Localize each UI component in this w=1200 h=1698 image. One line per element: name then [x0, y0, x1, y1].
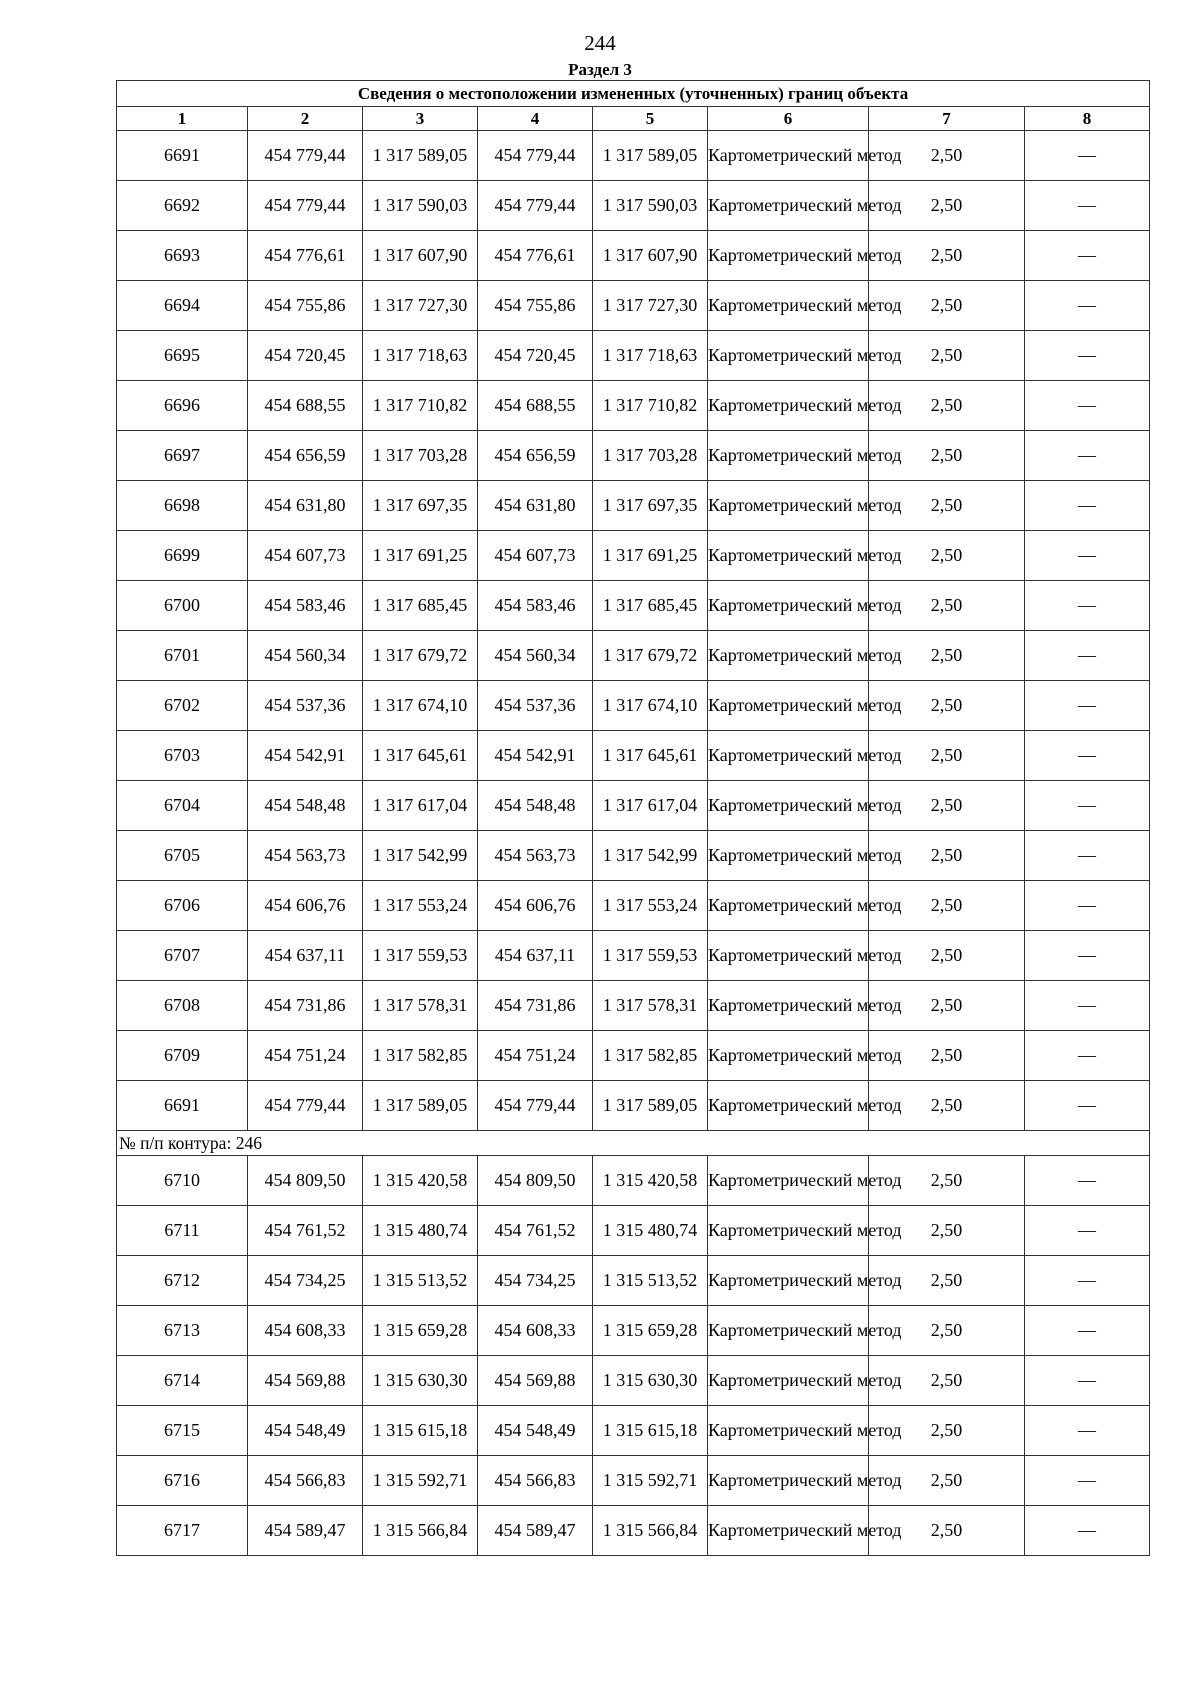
x-new-cell: 454 569,88 — [478, 1356, 593, 1406]
y-existing-cell: 1 317 589,05 — [363, 1081, 478, 1131]
description-cell: — — [1025, 631, 1150, 681]
x-new-cell: 454 548,49 — [478, 1406, 593, 1456]
x-new-cell: 454 656,59 — [478, 431, 593, 481]
x-existing-cell: 454 606,76 — [248, 881, 363, 931]
y-existing-cell: 1 317 559,53 — [363, 931, 478, 981]
x-new-cell: 454 608,33 — [478, 1306, 593, 1356]
description-cell: — — [1025, 1256, 1150, 1306]
boundary-coordinates-table — [116, 80, 1150, 1556]
x-existing-cell: 454 607,73 — [248, 531, 363, 581]
x-existing-cell: 454 537,36 — [248, 681, 363, 731]
description-cell: — — [1025, 1406, 1150, 1456]
table-caption-row — [117, 81, 1150, 107]
column-header-5: 5 — [593, 107, 708, 131]
precision-cell: 2,50 — [869, 1031, 1025, 1081]
table-row — [117, 1456, 1150, 1506]
x-existing-cell: 454 688,55 — [248, 381, 363, 431]
y-existing-cell: 1 317 542,99 — [363, 831, 478, 881]
y-new-cell: 1 315 615,18 — [593, 1406, 708, 1456]
y-new-cell: 1 315 420,58 — [593, 1156, 708, 1206]
y-new-cell: 1 317 718,63 — [593, 331, 708, 381]
method-cell: Картометрический метод — [708, 781, 869, 831]
point-number-cell: 6697 — [117, 431, 248, 481]
y-existing-cell: 1 317 645,61 — [363, 731, 478, 781]
method-cell: Картометрический метод — [708, 231, 869, 281]
x-new-cell: 454 560,34 — [478, 631, 593, 681]
description-cell: — — [1025, 131, 1150, 181]
y-existing-cell: 1 315 659,28 — [363, 1306, 478, 1356]
x-existing-cell: 454 637,11 — [248, 931, 363, 981]
table-row — [117, 1306, 1150, 1356]
method-cell: Картометрический метод — [708, 431, 869, 481]
point-number-cell: 6701 — [117, 631, 248, 681]
precision-cell: 2,50 — [869, 231, 1025, 281]
precision-cell: 2,50 — [869, 781, 1025, 831]
x-new-cell: 454 776,61 — [478, 231, 593, 281]
y-new-cell: 1 315 659,28 — [593, 1306, 708, 1356]
method-cell: Картометрический метод — [708, 1506, 869, 1556]
precision-cell: 2,50 — [869, 281, 1025, 331]
x-new-cell: 454 589,47 — [478, 1506, 593, 1556]
method-cell: Картометрический метод — [708, 331, 869, 381]
y-new-cell: 1 315 592,71 — [593, 1456, 708, 1506]
method-cell: Картометрический метод — [708, 731, 869, 781]
description-cell: — — [1025, 231, 1150, 281]
precision-cell: 2,50 — [869, 931, 1025, 981]
point-number-cell: 6692 — [117, 181, 248, 231]
y-new-cell: 1 317 710,82 — [593, 381, 708, 431]
point-number-cell: 6691 — [117, 131, 248, 181]
description-cell: — — [1025, 1356, 1150, 1406]
contour-row — [117, 1131, 1150, 1156]
table-row — [117, 1256, 1150, 1306]
column-number-row — [117, 107, 1150, 131]
x-new-cell: 454 637,11 — [478, 931, 593, 981]
precision-cell: 2,50 — [869, 981, 1025, 1031]
y-new-cell: 1 317 674,10 — [593, 681, 708, 731]
point-number-cell: 6702 — [117, 681, 248, 731]
x-new-cell: 454 809,50 — [478, 1156, 593, 1206]
description-cell: — — [1025, 1456, 1150, 1506]
y-new-cell: 1 317 697,35 — [593, 481, 708, 531]
point-number-cell: 6691 — [117, 1081, 248, 1131]
point-number-cell: 6707 — [117, 931, 248, 981]
column-header-3: 3 — [363, 107, 478, 131]
x-existing-cell: 454 656,59 — [248, 431, 363, 481]
point-number-cell: 6693 — [117, 231, 248, 281]
y-new-cell: 1 317 559,53 — [593, 931, 708, 981]
point-number-cell: 6698 — [117, 481, 248, 531]
y-existing-cell: 1 317 697,35 — [363, 481, 478, 531]
method-cell: Картометрический метод — [708, 981, 869, 1031]
table-row — [117, 1031, 1150, 1081]
y-new-cell: 1 317 578,31 — [593, 981, 708, 1031]
table-row — [117, 531, 1150, 581]
x-new-cell: 454 755,86 — [478, 281, 593, 331]
description-cell: — — [1025, 481, 1150, 531]
precision-cell: 2,50 — [869, 631, 1025, 681]
precision-cell: 2,50 — [869, 531, 1025, 581]
y-existing-cell: 1 317 578,31 — [363, 981, 478, 1031]
table-row — [117, 331, 1150, 381]
table-row — [117, 631, 1150, 681]
y-new-cell: 1 317 589,05 — [593, 131, 708, 181]
method-cell: Картометрический метод — [708, 531, 869, 581]
y-new-cell: 1 317 645,61 — [593, 731, 708, 781]
method-cell: Картометрический метод — [708, 1256, 869, 1306]
y-existing-cell: 1 317 553,24 — [363, 881, 478, 931]
method-cell: Картометрический метод — [708, 381, 869, 431]
y-new-cell: 1 317 589,05 — [593, 1081, 708, 1131]
x-new-cell: 454 720,45 — [478, 331, 593, 381]
point-number-cell: 6699 — [117, 531, 248, 581]
x-existing-cell: 454 608,33 — [248, 1306, 363, 1356]
y-new-cell: 1 317 590,03 — [593, 181, 708, 231]
method-cell: Картометрический метод — [708, 181, 869, 231]
point-number-cell: 6700 — [117, 581, 248, 631]
precision-cell: 2,50 — [869, 131, 1025, 181]
table-caption: Сведения о местоположении измененных (уточненных) границ объекта — [117, 81, 1150, 107]
point-number-cell: 6694 — [117, 281, 248, 331]
precision-cell: 2,50 — [869, 181, 1025, 231]
description-cell: — — [1025, 931, 1150, 981]
precision-cell: 2,50 — [869, 1456, 1025, 1506]
method-cell: Картометрический метод — [708, 1156, 869, 1206]
precision-cell: 2,50 — [869, 331, 1025, 381]
description-cell: — — [1025, 831, 1150, 881]
x-new-cell: 454 779,44 — [478, 181, 593, 231]
y-existing-cell: 1 315 420,58 — [363, 1156, 478, 1206]
point-number-cell: 6710 — [117, 1156, 248, 1206]
precision-cell: 2,50 — [869, 681, 1025, 731]
y-new-cell: 1 317 542,99 — [593, 831, 708, 881]
description-cell: — — [1025, 181, 1150, 231]
x-existing-cell: 454 720,45 — [248, 331, 363, 381]
x-existing-cell: 454 631,80 — [248, 481, 363, 531]
y-existing-cell: 1 315 630,30 — [363, 1356, 478, 1406]
point-number-cell: 6715 — [117, 1406, 248, 1456]
method-cell: Картометрический метод — [708, 1081, 869, 1131]
method-cell: Картометрический метод — [708, 131, 869, 181]
point-number-cell: 6696 — [117, 381, 248, 431]
column-header-1: 1 — [117, 107, 248, 131]
method-cell: Картометрический метод — [708, 581, 869, 631]
precision-cell: 2,50 — [869, 1256, 1025, 1306]
method-cell: Картометрический метод — [708, 1356, 869, 1406]
description-cell: — — [1025, 731, 1150, 781]
x-existing-cell: 454 751,24 — [248, 1031, 363, 1081]
description-cell: — — [1025, 1156, 1150, 1206]
column-header-6: 6 — [708, 107, 869, 131]
table-row — [117, 831, 1150, 881]
y-new-cell: 1 317 727,30 — [593, 281, 708, 331]
precision-cell: 2,50 — [869, 481, 1025, 531]
precision-cell: 2,50 — [869, 1306, 1025, 1356]
table-row — [117, 1156, 1150, 1206]
y-existing-cell: 1 317 674,10 — [363, 681, 478, 731]
y-existing-cell: 1 317 617,04 — [363, 781, 478, 831]
table-row — [117, 1081, 1150, 1131]
x-existing-cell: 454 548,49 — [248, 1406, 363, 1456]
description-cell: — — [1025, 881, 1150, 931]
method-cell: Картометрический метод — [708, 281, 869, 331]
y-new-cell: 1 317 685,45 — [593, 581, 708, 631]
y-existing-cell: 1 315 566,84 — [363, 1506, 478, 1556]
table-row — [117, 481, 1150, 531]
y-existing-cell: 1 317 582,85 — [363, 1031, 478, 1081]
x-existing-cell: 454 761,52 — [248, 1206, 363, 1256]
y-new-cell: 1 317 679,72 — [593, 631, 708, 681]
description-cell: — — [1025, 681, 1150, 731]
precision-cell: 2,50 — [869, 431, 1025, 481]
precision-cell: 2,50 — [869, 1356, 1025, 1406]
y-existing-cell: 1 317 710,82 — [363, 381, 478, 431]
precision-cell: 2,50 — [869, 1081, 1025, 1131]
precision-cell: 2,50 — [869, 1206, 1025, 1256]
x-new-cell: 454 583,46 — [478, 581, 593, 631]
y-existing-cell: 1 317 679,72 — [363, 631, 478, 681]
point-number-cell: 6712 — [117, 1256, 248, 1306]
table-row — [117, 1506, 1150, 1556]
precision-cell: 2,50 — [869, 1406, 1025, 1456]
precision-cell: 2,50 — [869, 1156, 1025, 1206]
precision-cell: 2,50 — [869, 731, 1025, 781]
x-new-cell: 454 751,24 — [478, 1031, 593, 1081]
method-cell: Картометрический метод — [708, 1406, 869, 1456]
x-existing-cell: 454 566,83 — [248, 1456, 363, 1506]
table-row — [117, 681, 1150, 731]
description-cell: — — [1025, 381, 1150, 431]
x-existing-cell: 454 560,34 — [248, 631, 363, 681]
method-cell: Картометрический метод — [708, 681, 869, 731]
description-cell: — — [1025, 1081, 1150, 1131]
table-row — [117, 281, 1150, 331]
description-cell: — — [1025, 781, 1150, 831]
y-existing-cell: 1 317 691,25 — [363, 531, 478, 581]
y-new-cell: 1 317 553,24 — [593, 881, 708, 931]
x-existing-cell: 454 731,86 — [248, 981, 363, 1031]
precision-cell: 2,50 — [869, 581, 1025, 631]
table-row — [117, 1356, 1150, 1406]
table-row — [117, 431, 1150, 481]
x-existing-cell: 454 583,46 — [248, 581, 363, 631]
y-new-cell: 1 315 513,52 — [593, 1256, 708, 1306]
x-new-cell: 454 631,80 — [478, 481, 593, 531]
point-number-cell: 6695 — [117, 331, 248, 381]
precision-cell: 2,50 — [869, 1506, 1025, 1556]
x-existing-cell: 454 734,25 — [248, 1256, 363, 1306]
method-cell: Картометрический метод — [708, 1306, 869, 1356]
x-existing-cell: 454 548,48 — [248, 781, 363, 831]
x-existing-cell: 454 563,73 — [248, 831, 363, 881]
column-header-7: 7 — [869, 107, 1025, 131]
y-new-cell: 1 317 607,90 — [593, 231, 708, 281]
point-number-cell: 6714 — [117, 1356, 248, 1406]
table-row — [117, 131, 1150, 181]
point-number-cell: 6711 — [117, 1206, 248, 1256]
x-new-cell: 454 548,48 — [478, 781, 593, 831]
x-new-cell: 454 761,52 — [478, 1206, 593, 1256]
table-row — [117, 231, 1150, 281]
y-new-cell: 1 317 582,85 — [593, 1031, 708, 1081]
point-number-cell: 6704 — [117, 781, 248, 831]
x-new-cell: 454 542,91 — [478, 731, 593, 781]
x-new-cell: 454 779,44 — [478, 131, 593, 181]
point-number-cell: 6716 — [117, 1456, 248, 1506]
x-new-cell: 454 734,25 — [478, 1256, 593, 1306]
description-cell: — — [1025, 581, 1150, 631]
method-cell: Картометрический метод — [708, 481, 869, 531]
x-existing-cell: 454 755,86 — [248, 281, 363, 331]
y-existing-cell: 1 315 513,52 — [363, 1256, 478, 1306]
point-number-cell: 6717 — [117, 1506, 248, 1556]
y-existing-cell: 1 317 718,63 — [363, 331, 478, 381]
point-number-cell: 6708 — [117, 981, 248, 1031]
x-new-cell: 454 566,83 — [478, 1456, 593, 1506]
description-cell: — — [1025, 531, 1150, 581]
x-existing-cell: 454 542,91 — [248, 731, 363, 781]
x-new-cell: 454 563,73 — [478, 831, 593, 881]
page-number: 244 — [584, 31, 616, 55]
x-new-cell: 454 606,76 — [478, 881, 593, 931]
y-new-cell: 1 317 691,25 — [593, 531, 708, 581]
column-header-8: 8 — [1025, 107, 1150, 131]
method-cell: Картометрический метод — [708, 931, 869, 981]
table-row — [117, 781, 1150, 831]
x-new-cell: 454 731,86 — [478, 981, 593, 1031]
y-existing-cell: 1 315 480,74 — [363, 1206, 478, 1256]
x-new-cell: 454 537,36 — [478, 681, 593, 731]
method-cell: Картометрический метод — [708, 831, 869, 881]
method-cell: Картометрический метод — [708, 1031, 869, 1081]
method-cell: Картометрический метод — [708, 631, 869, 681]
x-existing-cell: 454 809,50 — [248, 1156, 363, 1206]
column-header-4: 4 — [478, 107, 593, 131]
x-existing-cell: 454 589,47 — [248, 1506, 363, 1556]
table-row — [117, 981, 1150, 1031]
table-row — [117, 881, 1150, 931]
description-cell: — — [1025, 1031, 1150, 1081]
x-existing-cell: 454 779,44 — [248, 181, 363, 231]
contour-label: № п/п контура: 246 — [117, 1131, 1150, 1156]
table-row — [117, 1206, 1150, 1256]
point-number-cell: 6703 — [117, 731, 248, 781]
description-cell: — — [1025, 281, 1150, 331]
y-new-cell: 1 317 703,28 — [593, 431, 708, 481]
point-number-cell: 6713 — [117, 1306, 248, 1356]
x-new-cell: 454 779,44 — [478, 1081, 593, 1131]
description-cell: — — [1025, 331, 1150, 381]
y-existing-cell: 1 315 592,71 — [363, 1456, 478, 1506]
table-row — [117, 381, 1150, 431]
x-existing-cell: 454 779,44 — [248, 131, 363, 181]
y-new-cell: 1 315 480,74 — [593, 1206, 708, 1256]
table-row — [117, 931, 1150, 981]
y-existing-cell: 1 317 727,30 — [363, 281, 478, 331]
description-cell: — — [1025, 431, 1150, 481]
y-new-cell: 1 315 566,84 — [593, 1506, 708, 1556]
x-existing-cell: 454 779,44 — [248, 1081, 363, 1131]
table-row — [117, 181, 1150, 231]
precision-cell: 2,50 — [869, 831, 1025, 881]
y-new-cell: 1 315 630,30 — [593, 1356, 708, 1406]
precision-cell: 2,50 — [869, 381, 1025, 431]
table-row — [117, 581, 1150, 631]
section-title: Раздел 3 — [568, 60, 632, 79]
y-existing-cell: 1 317 685,45 — [363, 581, 478, 631]
x-existing-cell: 454 776,61 — [248, 231, 363, 281]
method-cell: Картометрический метод — [708, 1456, 869, 1506]
description-cell: — — [1025, 1506, 1150, 1556]
point-number-cell: 6709 — [117, 1031, 248, 1081]
y-existing-cell: 1 317 703,28 — [363, 431, 478, 481]
x-new-cell: 454 688,55 — [478, 381, 593, 431]
table-row — [117, 731, 1150, 781]
method-cell: Картометрический метод — [708, 881, 869, 931]
table-row — [117, 1406, 1150, 1456]
x-existing-cell: 454 569,88 — [248, 1356, 363, 1406]
description-cell: — — [1025, 1206, 1150, 1256]
y-existing-cell: 1 317 607,90 — [363, 231, 478, 281]
y-new-cell: 1 317 617,04 — [593, 781, 708, 831]
column-header-2: 2 — [248, 107, 363, 131]
precision-cell: 2,50 — [869, 881, 1025, 931]
description-cell: — — [1025, 981, 1150, 1031]
y-existing-cell: 1 317 589,05 — [363, 131, 478, 181]
x-new-cell: 454 607,73 — [478, 531, 593, 581]
method-cell: Картометрический метод — [708, 1206, 869, 1256]
y-existing-cell: 1 317 590,03 — [363, 181, 478, 231]
point-number-cell: 6705 — [117, 831, 248, 881]
description-cell: — — [1025, 1306, 1150, 1356]
point-number-cell: 6706 — [117, 881, 248, 931]
y-existing-cell: 1 315 615,18 — [363, 1406, 478, 1456]
